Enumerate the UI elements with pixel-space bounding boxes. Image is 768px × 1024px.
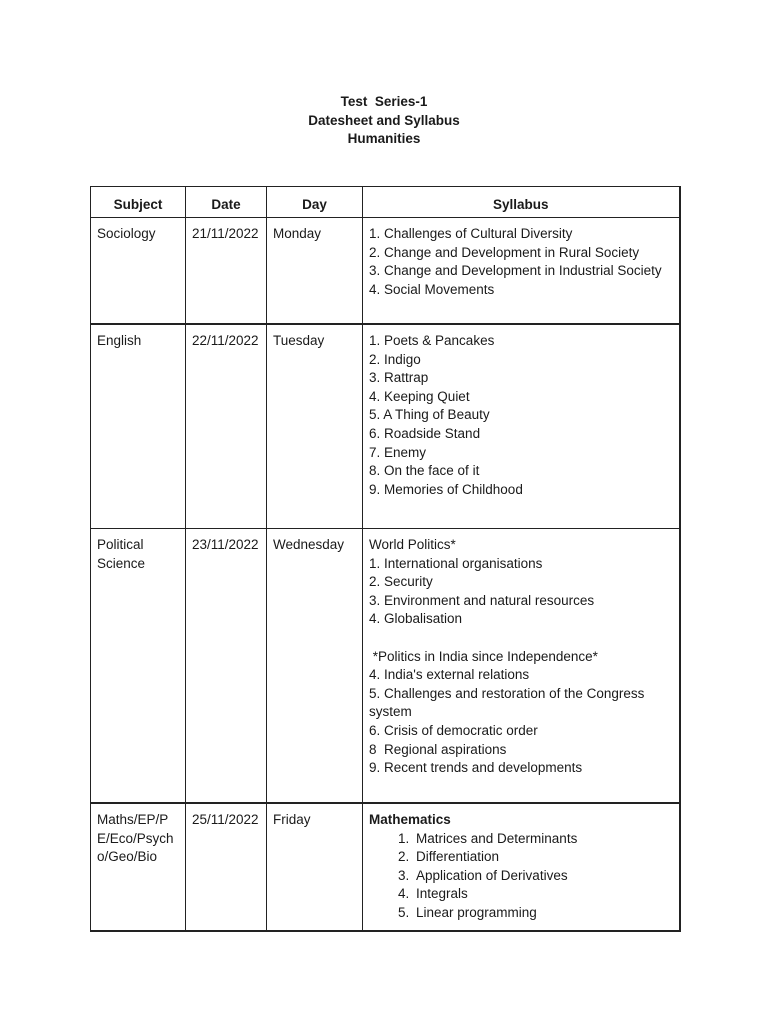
syllabus-cell [363, 529, 680, 804]
column-header-date: Date [186, 187, 267, 218]
syllabus-item: 2. Differentiation [413, 848, 673, 867]
syllabus-item: 4. Integrals [413, 885, 673, 904]
syllabus-cell [363, 218, 680, 325]
column-header-subject: Subject [91, 187, 186, 218]
syllabus-item: 3. Change and Development in Industrial Society [369, 263, 662, 279]
subject-cell: Sociology [91, 218, 186, 325]
day-cell: Wednesday [267, 529, 363, 804]
table-header-row [91, 187, 680, 218]
subject-cell: Maths/EP/PE/Eco/Psycho/Geo/Bio [91, 803, 186, 931]
syllabus-item: 5. Linear programming [413, 904, 673, 923]
syllabus-item: 6. Roadside Stand [369, 425, 481, 441]
datesheet-table [90, 186, 681, 932]
syllabus-item: 6. Crisis of democratic order [369, 722, 538, 738]
stream-line: Humanities [347, 131, 421, 146]
syllabus-item: 2. Security [369, 574, 433, 590]
syllabus-item: 4. Globalisation [369, 611, 463, 627]
title-line: Test Series-1 [340, 94, 428, 109]
subtitle-line: Datesheet and Syllabus [308, 112, 460, 128]
table-row [91, 803, 680, 931]
syllabus-item: 7. Enemy [369, 444, 427, 460]
column-header-syllabus: Syllabus [363, 187, 680, 218]
syllabus-item: 1. Challenges of Cultural Diversity [369, 226, 573, 241]
syllabus-list [369, 830, 673, 923]
syllabus-item: 4. Social Movements [369, 281, 495, 297]
subject-cell: Political Science [91, 529, 186, 804]
syllabus-cell [363, 803, 680, 931]
syllabus-item: 1. Poets & Pancakes [369, 333, 495, 348]
syllabus-item: 2. Change and Development in Rural Society [369, 244, 640, 260]
syllabus-item: 1. Matrices and Determinants [413, 830, 673, 849]
syllabus-item: 8 Regional aspirations [369, 741, 507, 757]
column-header-day: Day [267, 187, 363, 218]
document-header [0, 93, 768, 149]
syllabus-item: 5. A Thing of Beauty [369, 407, 490, 423]
syllabus-item: 9. Memories of Childhood [369, 481, 523, 497]
syllabus-subheading: Mathematics [369, 812, 451, 827]
day-cell: Tuesday [267, 324, 363, 529]
syllabus-item: 3. Application of Derivatives [413, 867, 673, 886]
syllabus-item: World Politics* [369, 537, 456, 552]
date-cell: 23/11/2022 [186, 529, 267, 804]
day-cell: Friday [267, 803, 363, 931]
syllabus-item: 4. Keeping Quiet [369, 388, 470, 404]
spacer [369, 629, 673, 648]
syllabus-item: 9. Recent trends and developments [369, 760, 583, 776]
syllabus-item: 4. India's external relations [369, 667, 530, 683]
syllabus-cell [363, 324, 680, 529]
date-cell: 22/11/2022 [186, 324, 267, 529]
date-cell: 25/11/2022 [186, 803, 267, 931]
day-cell: Monday [267, 218, 363, 325]
syllabus-item: 5. Challenges and restoration of the Congress system [369, 685, 649, 720]
syllabus-item: 3. Rattrap [369, 370, 429, 386]
date-cell: 21/11/2022 [186, 218, 267, 325]
syllabus-item: 8. On the face of it [369, 463, 480, 479]
syllabus-item: 2. Indigo [369, 351, 421, 367]
syllabus-item: 1. International organisations [369, 555, 543, 571]
syllabus-item: 3. Environment and natural resources [369, 592, 595, 608]
subject-cell: English [91, 324, 186, 529]
table-row [91, 529, 680, 804]
syllabus-item: *Politics in India since Independence* [369, 648, 598, 664]
table-row [91, 218, 680, 325]
table-row [91, 324, 680, 529]
